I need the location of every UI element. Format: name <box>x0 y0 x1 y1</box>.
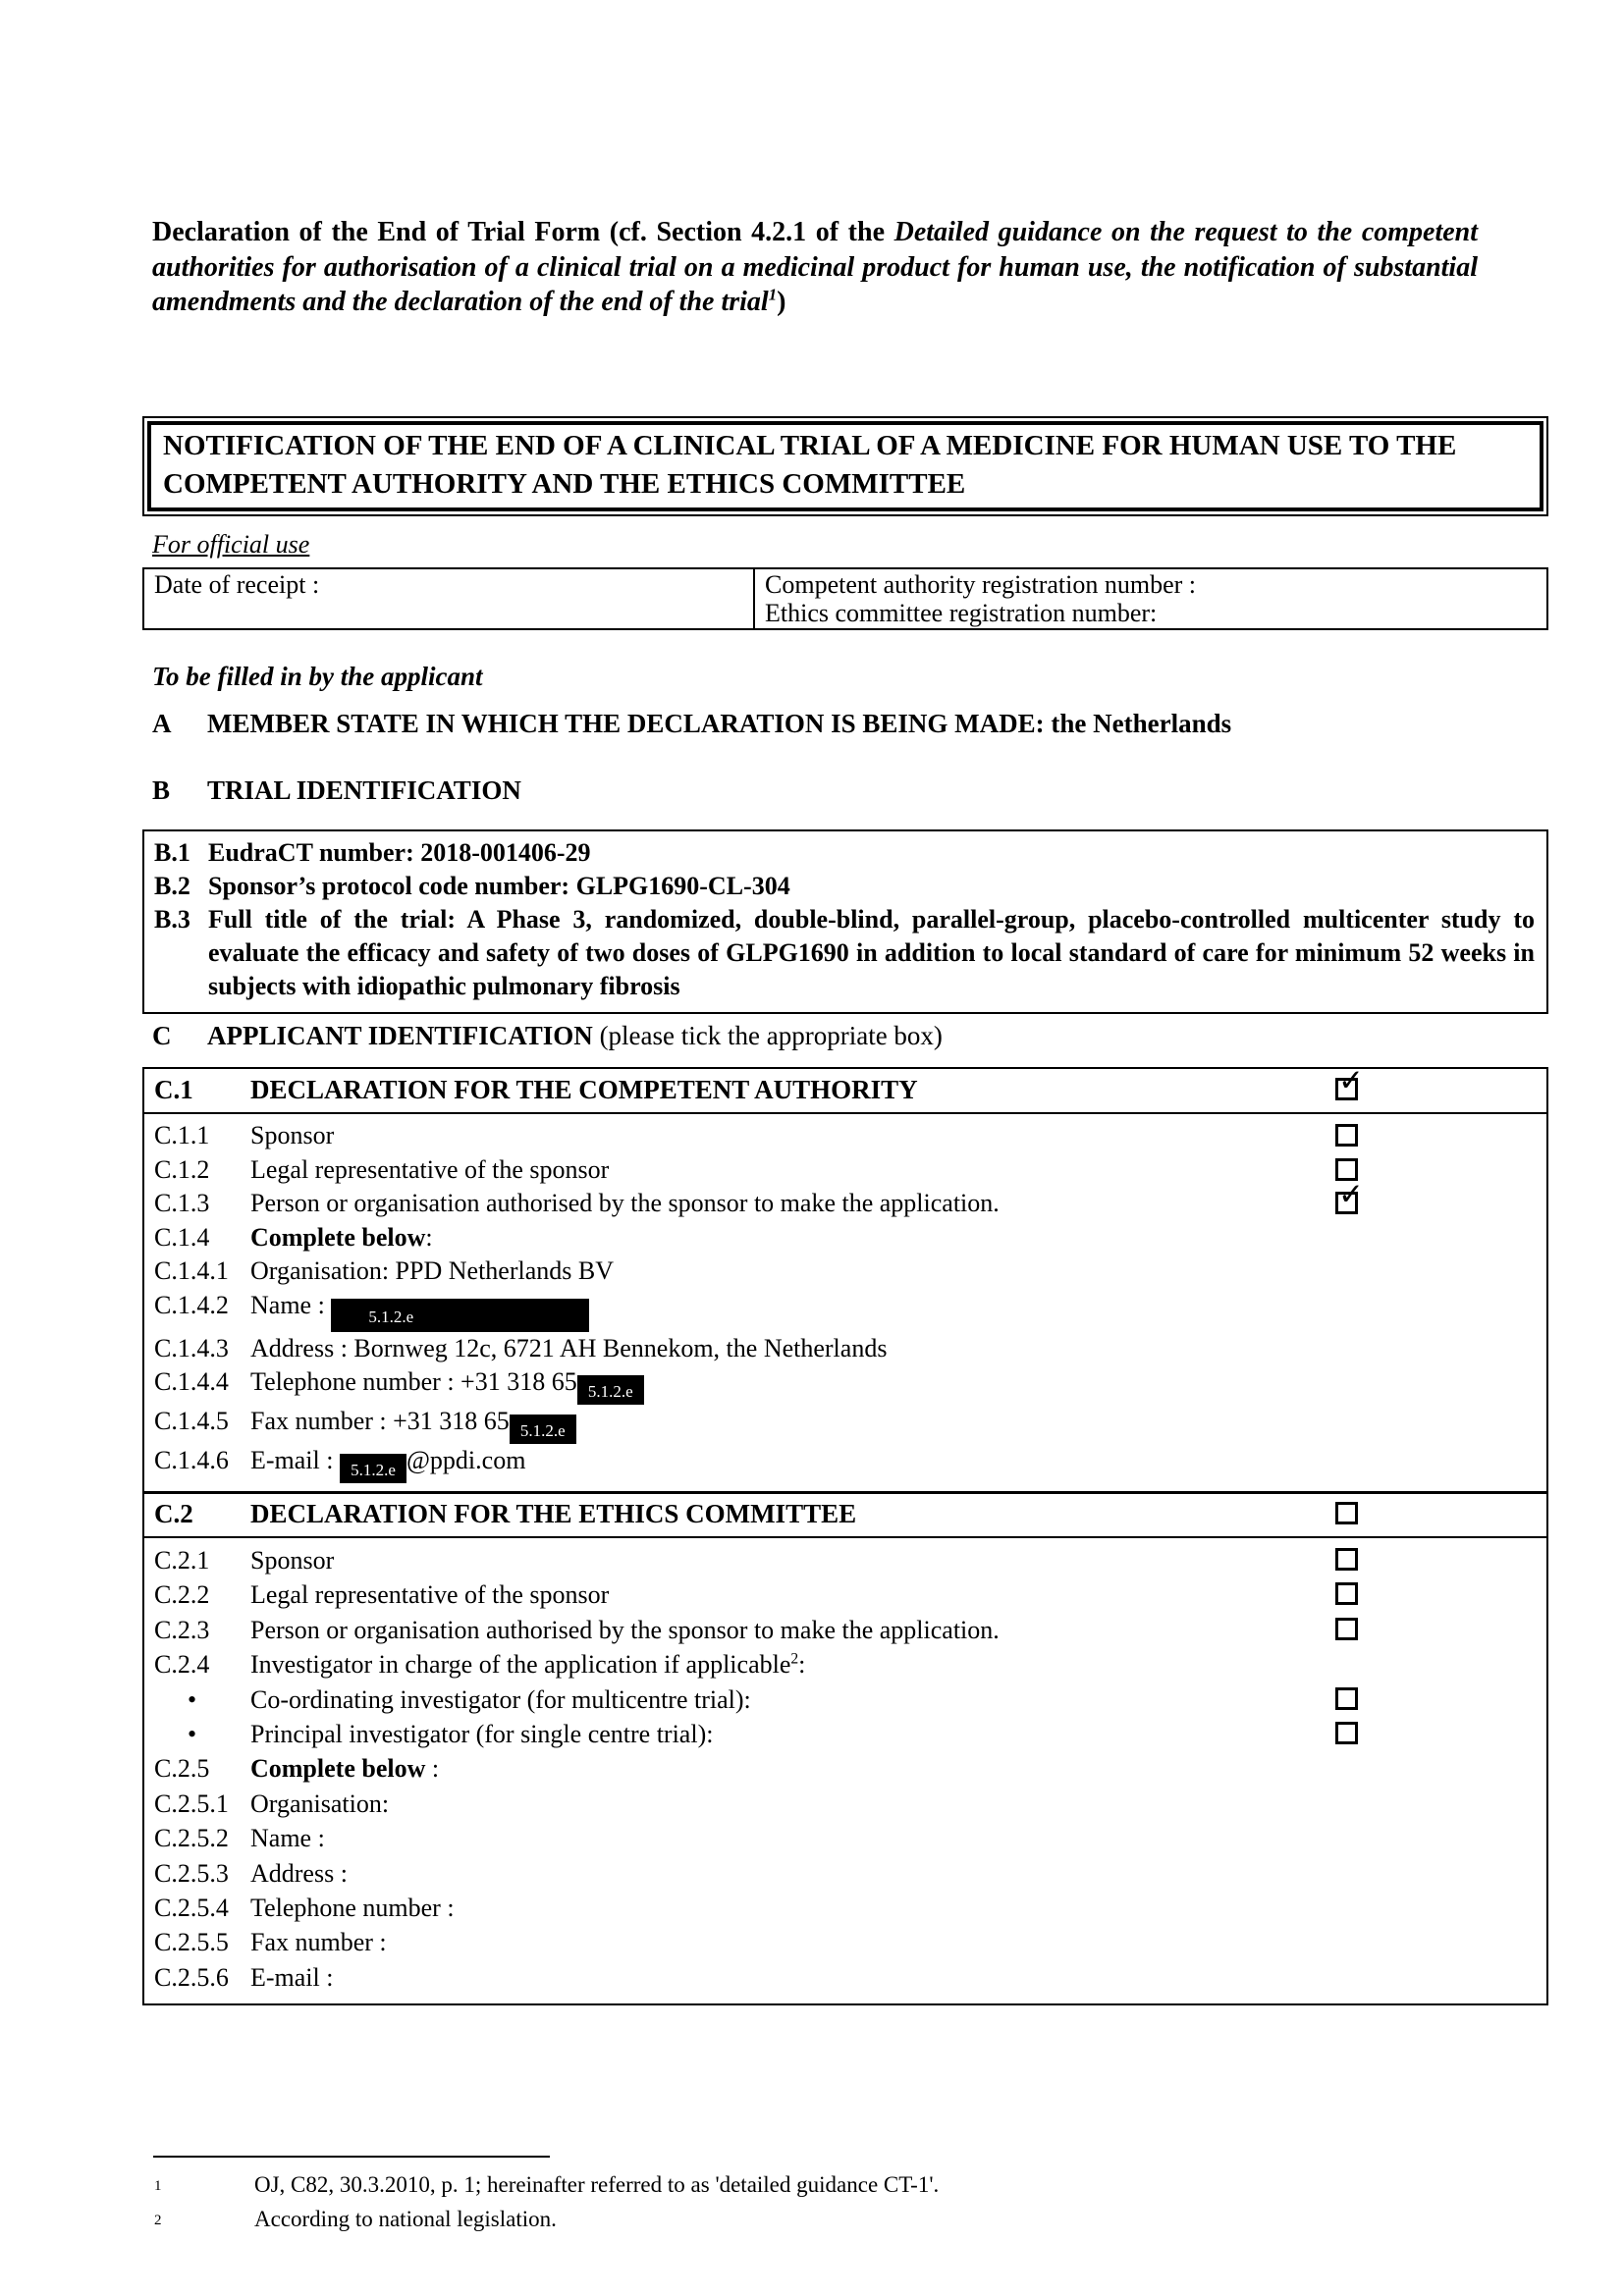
section-b-title: TRIAL IDENTIFICATION <box>207 775 521 805</box>
row-number: C.1.4.5 <box>154 1407 229 1435</box>
section-c-note: (please tick the appropriate box) <box>599 1021 943 1050</box>
full-trial-title: Full title of the trial: A Phase 3, randomized, double-blind, parallel-group, placebo-controlled multicenter study to evaluate the efficacy and safety of two doses of GLPG1690 in addition to local standard of care for minimum 52 weeks in subjects with idiopathic pulmonary fibrosis <box>208 905 1535 1000</box>
redaction-box <box>340 1454 406 1483</box>
table-row <box>144 1365 1546 1405</box>
row-label: E-mail : <box>250 1962 334 1992</box>
redaction-box <box>577 1375 644 1405</box>
footnote-marker: 2 <box>154 2213 162 2228</box>
official-use-label: For official use <box>152 530 310 559</box>
complete-below-label: Complete below <box>250 1754 426 1784</box>
footnote-text: According to national legislation. <box>254 2207 557 2231</box>
footnote-2-ref: 2 <box>790 1650 799 1668</box>
c2-sponsor-checkbox[interactable] <box>1335 1548 1358 1571</box>
section-c-heading <box>152 1021 1527 1051</box>
row-number: C.1.4.6 <box>154 1446 229 1474</box>
table-row <box>154 836 1535 870</box>
organisation-value: Organisation: PPD Netherlands BV <box>250 1256 614 1285</box>
row-label: Fax number : <box>250 1928 387 1957</box>
date-of-receipt-cell: Date of receipt : <box>144 569 755 628</box>
title-part-italic: Detailed guidance on the request to the competent authorities for authorisation of a clinical trial on a medicinal product for human use, the notification of substantial amendments and the declaration of the end of the trial <box>152 217 1479 317</box>
fax-value: Fax number : +31 318 65 <box>250 1407 510 1435</box>
official-use-table <box>142 567 1548 630</box>
row-number: C.2.1 <box>154 1546 210 1575</box>
row-label: Telephone number : <box>250 1894 455 1923</box>
footnotes <box>154 2168 1332 2237</box>
table-row <box>144 1405 1546 1444</box>
row-number: C.2.5.6 <box>154 1962 229 1992</box>
row-number: C.2.5.5 <box>154 1928 229 1957</box>
applicant-note: To be filled in by the applicant <box>152 662 483 691</box>
row-number: C.1.3 <box>154 1189 210 1217</box>
table-row <box>154 903 1535 1003</box>
section-a-letter: A <box>152 709 172 738</box>
table-row <box>144 1577 1546 1612</box>
fax-field <box>250 1405 1546 1444</box>
row-label <box>250 1751 1546 1786</box>
complete-below-label: Complete below <box>250 1222 426 1252</box>
table-row <box>144 1925 1546 1959</box>
table-row <box>144 1187 1546 1221</box>
telephone-field <box>250 1365 1546 1405</box>
c2-authorised-person-checkbox[interactable] <box>1335 1618 1358 1640</box>
protocol-code-number: GLPG1690-CL-304 <box>575 872 790 900</box>
table-row <box>144 1289 1546 1332</box>
row-number: C.2.5.2 <box>154 1824 229 1853</box>
row-number: B.1 <box>154 838 190 867</box>
competent-authority-reg-label: Competent authority registration number : <box>765 570 1197 599</box>
table-row <box>144 1821 1546 1855</box>
email-domain: @ppdi.com <box>406 1446 526 1474</box>
ethics-committee-reg-label: Ethics committee registration number: <box>765 599 1158 627</box>
bullet-icon: • <box>188 1684 197 1714</box>
section-a-title: MEMBER STATE IN WHICH THE DECLARATION IS BEING MADE: the Netherlands <box>207 709 1232 738</box>
coordinating-investigator-checkbox[interactable] <box>1335 1687 1358 1710</box>
investigator-text: Investigator in charge of the application if applicable <box>250 1650 791 1680</box>
redaction-code: 5.1.2.e <box>351 1461 396 1479</box>
table-row <box>144 1153 1546 1188</box>
row-number: B.3 <box>154 905 190 934</box>
c1-sponsor-checkbox[interactable] <box>1335 1124 1358 1147</box>
trial-identification-box <box>142 829 1548 1014</box>
footnote-separator <box>153 2156 550 2158</box>
redaction-box <box>331 1299 589 1332</box>
section-a-heading <box>152 709 1527 739</box>
table-row <box>144 1332 1546 1366</box>
notification-heading: NOTIFICATION OF THE END OF A CLINICAL TRIAL OF A MEDICINE FOR HUMAN USE TO THE COMPETENT AUTHORITY AND THE ETHICS COMMITTEE <box>163 430 1457 500</box>
c2-table <box>142 1491 1548 2005</box>
table-row <box>144 1444 1546 1483</box>
row-number: C.1.4.4 <box>154 1367 229 1396</box>
section-b-letter: B <box>152 775 171 805</box>
row-number: C.1.4.3 <box>154 1333 229 1362</box>
c1-table <box>142 1067 1548 1494</box>
name-field <box>250 1289 1546 1332</box>
table-row <box>144 1255 1546 1289</box>
row-number: B.2 <box>154 872 190 900</box>
c2-body <box>144 1538 1546 2003</box>
table-row <box>144 1717 1546 1751</box>
c1-body <box>144 1114 1546 1492</box>
row-label <box>250 1221 1546 1255</box>
notification-banner-inner <box>147 421 1543 511</box>
row-number: C.1.4.1 <box>154 1256 229 1285</box>
email-label: E-mail : <box>250 1446 334 1474</box>
table-row <box>144 1647 1546 1682</box>
principal-investigator-checkbox[interactable] <box>1335 1722 1358 1744</box>
footnote-marker: 1 <box>154 2178 162 2194</box>
complete-below-suffix: : <box>425 1754 440 1784</box>
row-number: C.1 <box>154 1075 193 1104</box>
table-row <box>144 1787 1546 1821</box>
c2-title: DECLARATION FOR THE ETHICS COMMITTEE <box>250 1499 857 1528</box>
table-row <box>144 1856 1546 1891</box>
c1-header-checkbox[interactable] <box>1335 1078 1358 1100</box>
row-number: C.2.5 <box>154 1754 210 1784</box>
row-label <box>208 836 1535 870</box>
redaction-box <box>510 1415 576 1444</box>
row-number: C.1.1 <box>154 1121 210 1149</box>
bullet-icon: • <box>188 1720 197 1749</box>
section-c-letter: C <box>152 1021 172 1050</box>
row-label: Principal investigator (for single centre trial): <box>250 1720 714 1749</box>
table-row <box>144 1682 1546 1717</box>
redaction-code: 5.1.2.e <box>368 1307 414 1326</box>
eudract-label: EudraCT number: <box>208 838 414 867</box>
address-value: Address : Bornweg 12c, 6721 AH Bennekom, the Netherlands <box>250 1333 888 1362</box>
c2-header-row <box>144 1493 1546 1538</box>
table-row <box>144 1960 1546 1995</box>
investigator-suffix: : <box>798 1650 806 1680</box>
row-label: Co-ordinating investigator (for multicentre trial): <box>250 1684 751 1714</box>
notification-banner <box>142 416 1548 516</box>
protocol-code-label: Sponsor’s protocol code number: <box>208 872 570 900</box>
investigator-label <box>250 1647 1546 1682</box>
name-label: Name : <box>250 1290 325 1319</box>
telephone-value: Telephone number : +31 318 65 <box>250 1367 577 1396</box>
row-label: Legal representative of the sponsor <box>250 1580 610 1610</box>
row-number: C.1.4.2 <box>154 1290 229 1319</box>
email-field <box>250 1444 1546 1483</box>
title-part-close: ) <box>777 287 786 317</box>
row-number: C.2.5.1 <box>154 1789 229 1818</box>
row-number: C.2.5.3 <box>154 1858 229 1888</box>
title-part-1: Declaration of the End of Trial Form (cf. Section 4.2.1 of the <box>152 217 894 247</box>
complete-below-suffix: : <box>425 1222 433 1252</box>
section-c-title: APPLICANT IDENTIFICATION <box>207 1021 593 1050</box>
row-label: Address : <box>250 1858 348 1888</box>
c2-header-checkbox[interactable] <box>1335 1502 1358 1524</box>
row-label: Name : <box>250 1824 325 1853</box>
registration-numbers-cell <box>755 569 1546 628</box>
c2-legal-rep-checkbox[interactable] <box>1335 1582 1358 1605</box>
footnote-item <box>154 2168 1332 2203</box>
redaction-code: 5.1.2.e <box>519 1421 566 1440</box>
redaction-code: 5.1.2.e <box>587 1382 633 1401</box>
c1-authorised-person-checkbox[interactable] <box>1335 1192 1358 1214</box>
row-number: C.1.4 <box>154 1222 210 1252</box>
table-row <box>144 1751 1546 1786</box>
eudract-number: 2018-001406-29 <box>420 838 591 867</box>
table-row <box>144 1119 1546 1153</box>
footnote-text: OJ, C82, 30.3.2010, p. 1; hereinafter referred to as 'detailed guidance CT-1'. <box>254 2172 940 2197</box>
doc-title <box>152 215 1478 320</box>
row-label: Person or organisation authorised by the sponsor to make the application. <box>250 1189 1000 1217</box>
c1-title: DECLARATION FOR THE COMPETENT AUTHORITY <box>250 1075 918 1104</box>
table-row <box>144 1891 1546 1925</box>
row-number: C.1.2 <box>154 1154 210 1184</box>
section-c-title-wrap <box>207 1021 943 1051</box>
row-number: C.2.3 <box>154 1615 210 1644</box>
title-footnote-ref: 1 <box>768 285 778 304</box>
table-row <box>144 1543 1546 1577</box>
row-label: Legal representative of the sponsor <box>250 1154 610 1184</box>
c1-header-row <box>144 1069 1546 1114</box>
row-label <box>208 870 1535 903</box>
row-label: Person or organisation authorised by the sponsor to make the application. <box>250 1615 1000 1644</box>
table-row <box>144 1613 1546 1647</box>
row-label: Organisation: <box>250 1789 390 1818</box>
table-row <box>154 870 1535 903</box>
footnote-item <box>154 2203 1332 2237</box>
table-row <box>144 1221 1546 1255</box>
row-number: C.2.2 <box>154 1580 210 1610</box>
row-label: Sponsor <box>250 1121 335 1149</box>
section-b-heading <box>152 775 1527 806</box>
row-number: C.2.5.4 <box>154 1894 229 1923</box>
row-label: Sponsor <box>250 1546 335 1575</box>
row-number: C.2.4 <box>154 1650 210 1680</box>
row-number: C.2 <box>154 1499 193 1528</box>
